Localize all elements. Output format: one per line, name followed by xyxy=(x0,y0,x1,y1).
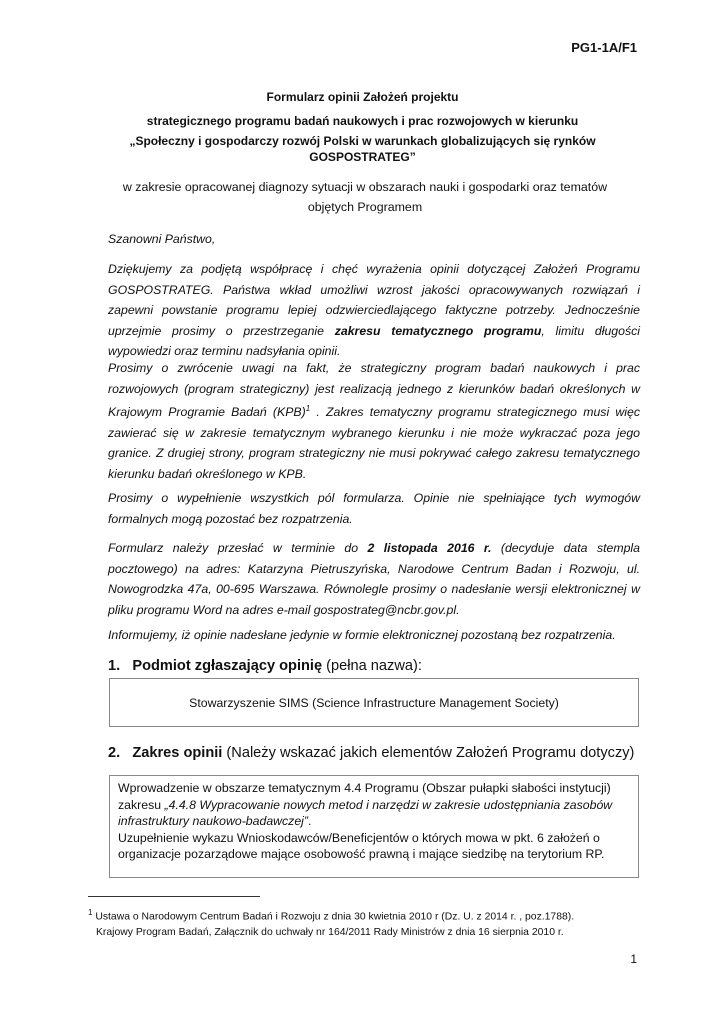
program-title-line: GOSPOSTRATEG” xyxy=(309,150,416,164)
text: zakresu xyxy=(118,797,165,812)
text: Dziękujemy za podjętą współpracę i chęć wyrażenia opinii dotyczącej Założeń Programu GOSPOSTRATEG. Państwa wkład umożliwi wzrost jakości opracowywanych rozwiązań i zapewni powstanie programu lepiej odzwierciedlającego faktyczne potrzeby. Jednocześnie uprzejmie prosimy o przestrzeganie xyxy=(108,262,640,338)
page-number: 1 xyxy=(630,952,637,966)
text: (decyduje data stempla pocztowego) na adres: Katarzyna Pietruszyńska, Narodowe Centrum Badan i Rozwoju, ul. Nowogrodzka 47a, 00-695 Warszawa. Równolegle prosimy o nadesłanie wersji elektronicznej w pliku programu Word na adres e-mail gospostrateg@ncbr.gov.pl. xyxy=(108,541,640,617)
footnote-line: Krajowy Program Badań, Załącznik do uchwały nr 164/2011 Rady Ministrów z dnia 16 sierpnia 2010 r. xyxy=(96,926,564,938)
deadline-date: 2 listopada 2016 r. xyxy=(367,541,492,555)
scope-line xyxy=(118,797,630,830)
program-title xyxy=(0,113,725,165)
text: , limitu długości wypowiedzi oraz terminu nadsyłania opinii. xyxy=(108,323,641,358)
section-number: 2. xyxy=(108,745,121,761)
section-title: Zakres opinii xyxy=(132,745,223,761)
scope-field[interactable] xyxy=(109,775,639,878)
paragraph-thanks xyxy=(108,259,640,362)
intro-text: w zakresie opracowanej diagnozy sytuacji w obszarach nauki i gospodarki oraz tematów objętych Programem xyxy=(122,180,608,214)
text: Ustawa o Narodowym Centrum Badań i Rozwoju z dnia 30 kwietnia 2010 r (Dz. U. z 2014 r. , poz.1788). xyxy=(92,911,575,923)
footnote xyxy=(88,905,648,940)
document-code: PG1-1A/F1 xyxy=(571,40,637,55)
section-hint: (pełna nazwa): xyxy=(322,658,422,674)
text: Formularz należy przesłać w terminie do xyxy=(108,541,368,555)
footnote-ref: 1 xyxy=(305,404,311,413)
scope-line: Wprowadzenie w obszarze tematycznym 4.4 Programu (Obszar pułapki słabości instytucji) xyxy=(118,781,611,795)
section-hint: (Należy wskazać jakich elementów Założeń Programu dotyczy) xyxy=(222,745,635,761)
submitter-value: Stowarzyszenie SIMS (Science Infrastructure Management Society) xyxy=(189,695,559,710)
program-title-line: „Społeczny i gospodarczy rozwój Polski w warunkach globalizujących się rynków xyxy=(129,134,596,148)
emphasis: zakresu tematycznego programu xyxy=(334,323,542,338)
footnote-mark: 1 xyxy=(88,908,93,917)
paragraph-deadline xyxy=(108,538,640,620)
text: Prosimy o zwrócenie uwagi na fakt, że strategiczny program badań naukowych i prac rozwojowych (program strategiczny) jest realizacją jednego z kierunków badań określonych w Krajowym Programie Badań (KPB) xyxy=(108,361,640,420)
paragraph-fill-all: Prosimy o wypełnienie wszystkich pól formularza. Opinie nie spełniające tych wymogów formalnych mogą pozostać bez rozpatrzenia. xyxy=(108,491,640,526)
paragraph-notice: Informujemy, iż opinie nadesłane jedynie w formie elektronicznej pozostaną bez rozpatrzenia. xyxy=(108,628,616,642)
text: . Zakres tematyczny programu strategicznego musi więc zawierać się w zakresie tematycznym wybranego kierunku i nie może wykraczać poza jego granice. Z drugiej strony, program strategiczny nie musi pokrywać całego zakresu tematycznego kierunku badań określonego w KPB. xyxy=(108,405,640,481)
section-2-heading xyxy=(108,745,648,761)
form-title: Formularz opinii Założeń projektu xyxy=(266,90,459,104)
submitter-field[interactable] xyxy=(109,678,639,727)
greeting: Szanowni Państwo, xyxy=(108,232,216,246)
footnote-separator xyxy=(88,896,260,897)
paragraph-scope xyxy=(108,358,640,484)
section-title: Podmiot zgłaszający opinię xyxy=(132,658,323,674)
text: . xyxy=(308,814,312,828)
scope-line: Uzupełnienie wykazu Wnioskodawców/Beneficjentów o których mowa w pkt. 6 założeń o organizacje pozarządowe mające osobowość prawną i mające siedzibę na terytorium RP. xyxy=(118,830,605,861)
section-1-heading xyxy=(108,658,648,674)
program-item: „4.4.8 Wypracowanie nowych metod i narzędzi w zakresie udostępniania zasobów infrastruktury naukowo-badawczej” xyxy=(118,797,613,828)
footnote-line xyxy=(88,905,648,925)
program-title-line: strategicznego programu badań naukowych i prac rozwojowych w kierunku xyxy=(146,114,579,128)
section-number: 1. xyxy=(108,658,121,674)
